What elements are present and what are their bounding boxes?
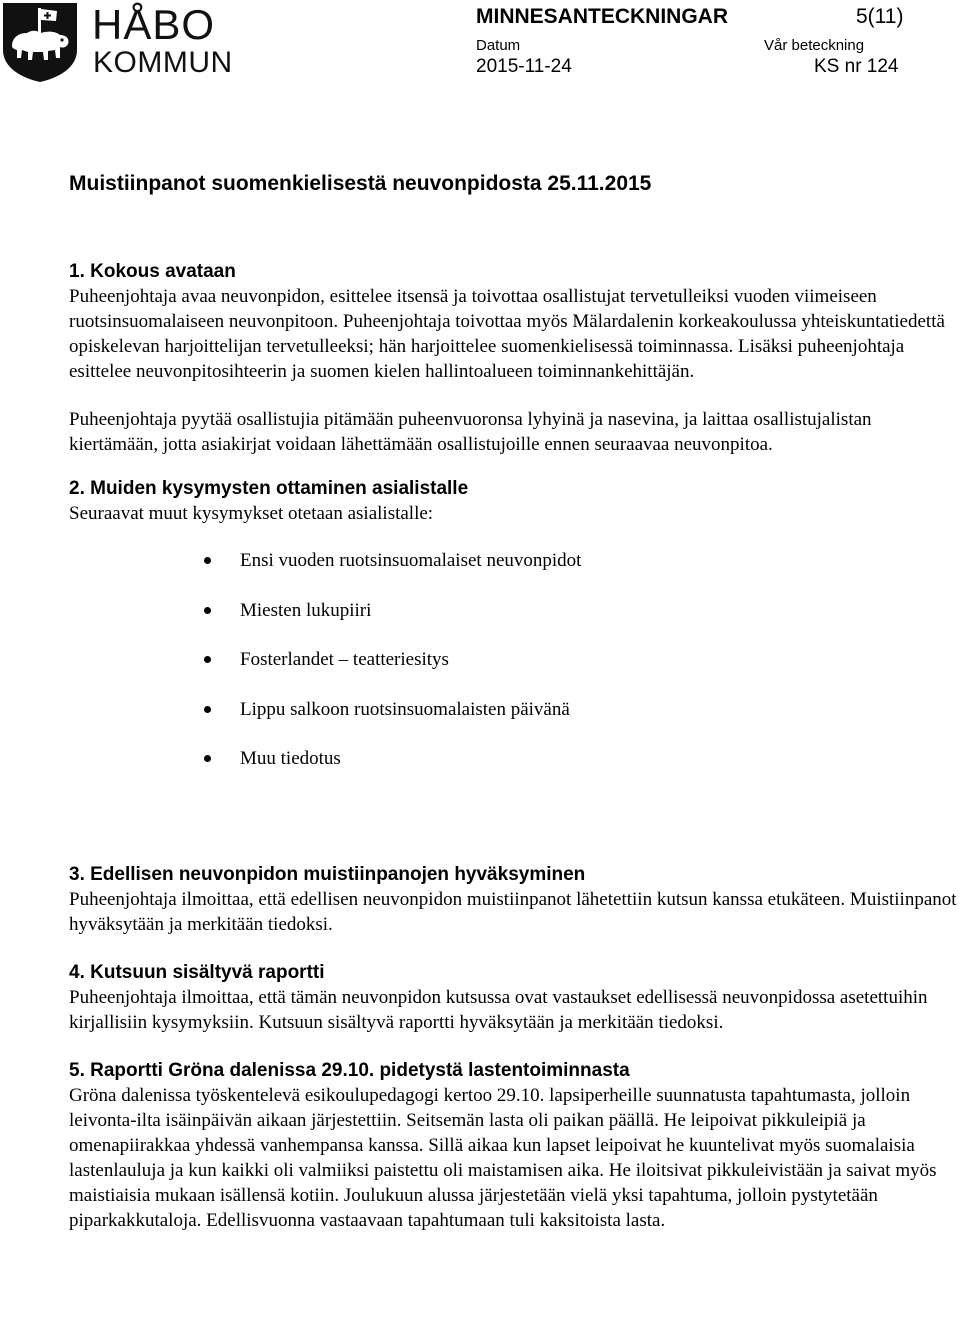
section-paragraph: Puheenjohtaja pyytää osallistujia pitämään puheenvuoronsa lyhyinä ja nasevina, ja laittaa osallistujalistan kiertämään, jotta asiakirjat voidaan lähettämään osallistujoille ennen seuraavaa neuvonpitoa. bbox=[69, 409, 872, 455]
agenda-bullet-list bbox=[69, 548, 957, 796]
reference-label: Vår beteckning bbox=[764, 37, 865, 54]
list-item-text: Fosterlandet – teatteriesitys bbox=[240, 649, 449, 670]
section-5 bbox=[69, 1058, 957, 1233]
reference-value: KS nr 124 bbox=[814, 56, 899, 77]
section-heading: 2. Muiden kysymysten ottaminen asialistalle bbox=[69, 478, 469, 499]
list-item bbox=[69, 548, 957, 598]
list-item bbox=[69, 746, 957, 796]
list-item bbox=[69, 697, 957, 747]
section-1 bbox=[69, 259, 957, 457]
section-heading: 3. Edellisen neuvonpidon muistiinpanojen hyväksyminen bbox=[69, 863, 586, 885]
section-paragraph: Puheenjohtaja avaa neuvonpidon, esittelee itsensä ja toivottaa osallistujat tervetulleiksi vuoden viimeiseen ruotsinsuomalaiseen neuvonpitoon. Puheenjohtaja toivottaa myös Mälardalenin korkeakoulussa yhteiskuntatiedettä opiskelevan harjoittelijan tervetulleeksi; hän harjoittelee suomenkielisessä toiminnassa. Lisäksi puheenjohtaja esittelee neuvonpitosihteerin ja suomen kielen hallintoalueen toiminnankehittäjän. bbox=[69, 286, 945, 382]
list-item-text: Ensi vuoden ruotsinsuomalaiset neuvonpidot bbox=[240, 550, 582, 571]
document-body bbox=[69, 259, 957, 1233]
document-type: MINNESANTECKNINGAR bbox=[476, 5, 728, 28]
section-intro: Seuraavat muut kysymykset otetaan asialistalle: bbox=[69, 503, 434, 524]
section-heading: 1. Kokous avataan bbox=[69, 261, 236, 282]
section-2 bbox=[69, 476, 957, 796]
section-paragraph: Puheenjohtaja ilmoittaa, että tämän neuvonpidon kutsussa ovat vastaukset edellisessä neuvonpidossa asetettuihin kirjallisiin kysymyksiin. Kutsuun sisältyvä raportti hyväksytään ja merkitään tiedoksi. bbox=[69, 986, 928, 1033]
bullet-icon bbox=[204, 607, 211, 614]
list-item-text: Miesten lukupiiri bbox=[240, 599, 372, 621]
habo-kommun-logo bbox=[0, 0, 233, 84]
logo-wordmark: HÅBO bbox=[92, 1, 216, 48]
page-number: 5(11) bbox=[856, 5, 904, 28]
section-4 bbox=[69, 960, 957, 1035]
date-label: Datum bbox=[476, 37, 521, 54]
list-item bbox=[69, 598, 957, 648]
section-paragraph: Puheenjohtaja ilmoittaa, että edellisen neuvonpidon muistiinpanot lähetettiin kutsun kanssa etukäteen. Muistiinpanot hyväksytään ja merkitään tiedoksi. bbox=[69, 888, 957, 935]
bullet-icon bbox=[204, 656, 211, 663]
section-paragraph: Gröna dalenissa työskentelevä esikoulupedagogi kertoo 29.10. lapsiperheille suunnatusta tapahtumasta, jolloin leivonta-ilta isäinpäivän aikaan järjestettiin. Seitsemän lasta oli paikan päällä. He leipoivat pikkuleipiä ja omenapiirakkaa yhdessä vanhempansa kanssa. Sillä aikaa kun lapset leipoivat he kuuntelivat myös suomalaisia lastenlauluja ja kun kaikki oli valmiiksi paistettu oli maistamisen aika. He iloitsivat pikkuleivistään ja saivat myös maistiaisia mukaan isällensä kotiin. Joulukuun alussa järjestetään vielä yksi tapahtuma, jolloin pystytetään piparkakkutaloja. Edellisvuonna vastaavaan tapahtumaan tuli kaksitoista lasta. bbox=[69, 1084, 937, 1231]
bullet-icon bbox=[204, 557, 211, 564]
date-value: 2015-11-24 bbox=[476, 56, 572, 77]
section-3 bbox=[69, 862, 957, 937]
list-item-text: Muu tiedotus bbox=[240, 748, 341, 769]
list-item-text: Lippu salkoon ruotsinsuomalaisten päivänä bbox=[240, 698, 570, 720]
document-title: Muistiinpanot suomenkielisestä neuvonpidosta 25.11.2015 bbox=[69, 172, 652, 195]
bullet-icon bbox=[204, 706, 211, 713]
municipal-coat-of-arms-icon bbox=[0, 0, 80, 84]
section-heading: 5. Raportti Gröna dalenissa 29.10. pidetystä lastentoiminnasta bbox=[69, 1059, 630, 1081]
section-heading: 4. Kutsuun sisältyvä raportti bbox=[69, 961, 325, 983]
logo-subtitle: KOMMUN bbox=[93, 46, 233, 79]
bullet-icon bbox=[204, 755, 211, 762]
list-item bbox=[69, 647, 957, 697]
